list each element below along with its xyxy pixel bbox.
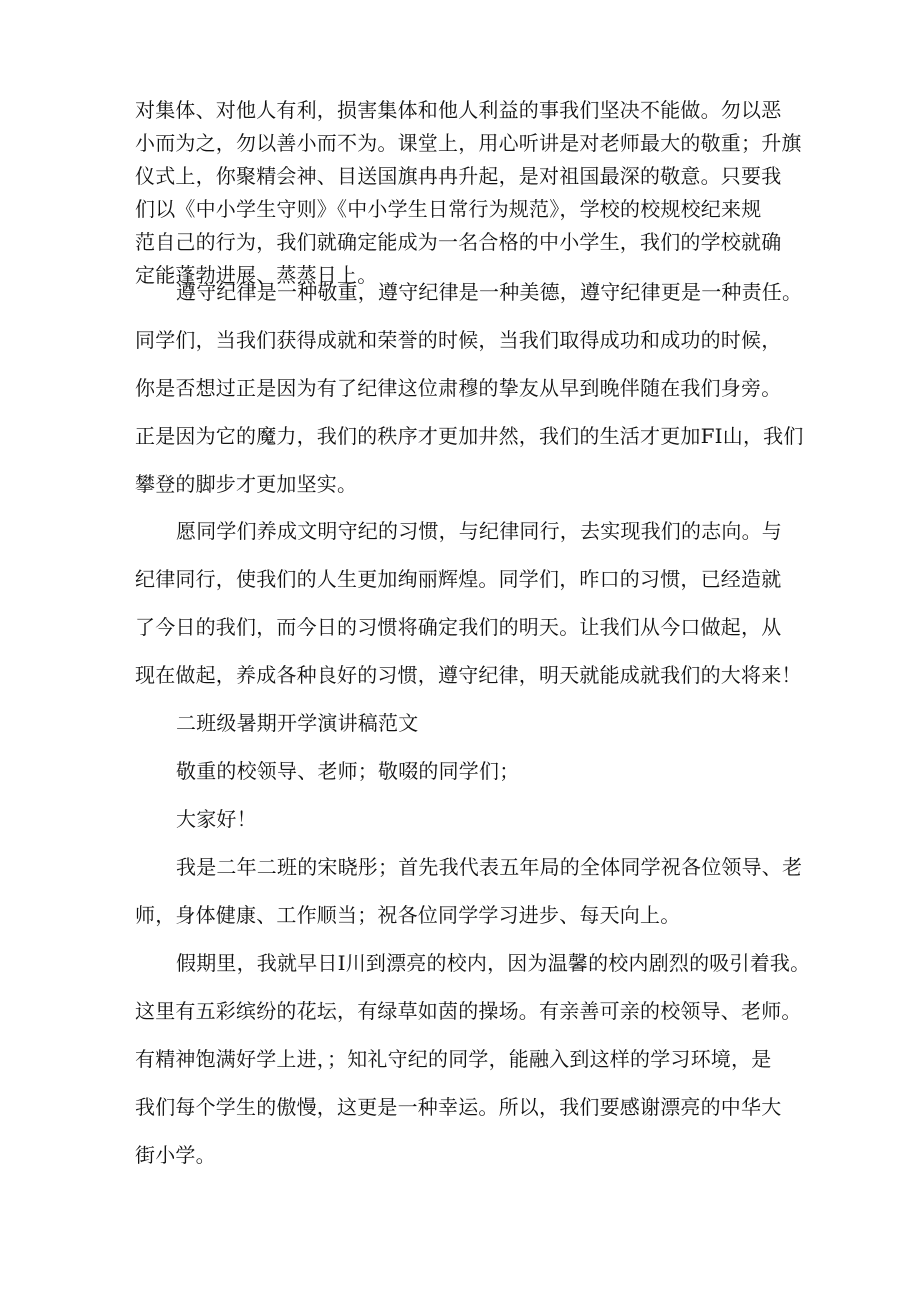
paragraph-line: 我是二年二班的宋晓彤；首先我代表五年局的全体同学祝各位领导、老 bbox=[176, 855, 803, 879]
paragraph-line: 纪律同行，使我们的人生更加绚丽辉煌。同学们，昨口的习惯，已经造就 bbox=[135, 567, 782, 591]
paragraph-line: 我们每个学生的傲慢，这更是一种幸运。所以，我们要感谢漂亮的中华大 bbox=[135, 1095, 782, 1119]
paragraph-line: 假期里，我就早日I川到漂亮的校内，因为温馨的校内剧烈的吸引着我。 bbox=[176, 951, 811, 975]
paragraph-line: 仪式上，你聚精会神、目送国旗冉冉升起，是对祖国最深的敬意。只要我 bbox=[135, 164, 782, 188]
document-title: 二班级暑期开学演讲稿范文 bbox=[176, 711, 419, 735]
paragraph-line: 正是因为它的魔力，我们的秩序才更加井然，我们的生活才更加FI山，我们 bbox=[135, 424, 804, 448]
paragraph-line: 对集体、对他人有利，损害集体和他人利益的事我们坚决不能做。勿以恶 bbox=[135, 98, 782, 122]
paragraph-line: 愿同学们养成文明守纪的习惯，与纪律同行，去实现我们的志向。与 bbox=[176, 519, 782, 543]
paragraph-line: 小而为之，勿以善小而不为。课堂上，用心听讲是对老师最大的敬重；升旗 bbox=[135, 131, 802, 155]
paragraph-line: 现在做起，养成各种良好的习惯，遵守纪律，明天就能成就我们的大将来！ bbox=[135, 663, 802, 687]
salutation: 敬重的校领导、老师；敬啜的同学们； bbox=[176, 759, 520, 783]
greeting: 大家好！ bbox=[176, 807, 257, 831]
paragraph-line: 你是否想过正是因为有了纪律这位肃穆的挚友从早到晚伴随在我们身旁。 bbox=[135, 376, 782, 400]
paragraph-line: 这里有五彩缤纷的花坛，有绿草如茵的操场。有亲善可亲的校领导、老师。 bbox=[135, 999, 802, 1023]
paragraph-line: 定能蓬勃进展、蒸蒸日上。 bbox=[135, 263, 378, 287]
paragraph-line: 同学们，当我们获得成就和荣誉的时候，当我们取得成功和成功的时候， bbox=[135, 328, 782, 352]
paragraph-line: 街小学。 bbox=[135, 1143, 216, 1167]
paragraph-line: 范自己的行为，我们就确定能成为一名合格的中小学生，我们的学校就确 bbox=[135, 230, 782, 254]
paragraph-line: 们以《中小学生守则》《中小学生日常行为规范》，学校的校规校纪来规 bbox=[135, 197, 762, 221]
paragraph-line: 了今日的我们，而今日的习惯将确定我们的明天。让我们从今口做起，从 bbox=[135, 615, 782, 639]
paragraph-line: 有精神饱满好学上进，；知礼守纪的同学，能融入到这样的学习环境，是 bbox=[135, 1047, 772, 1071]
paragraph-line: 攀登的脚步才更加坚实。 bbox=[135, 472, 358, 496]
paragraph-line: 遵守纪律是一种敬重，遵守纪律是一种美德，遵守纪律更是一种责任。 bbox=[176, 280, 803, 304]
paragraph-line: 师，身体健康、工作顺当；祝各位同学学习进步、每天向上。 bbox=[135, 903, 681, 927]
